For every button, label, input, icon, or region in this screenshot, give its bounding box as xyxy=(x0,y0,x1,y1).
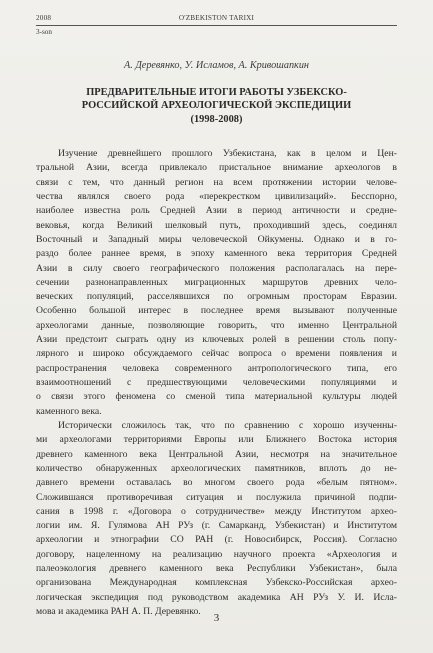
text-line: давнего времени оставалась во многом своего рода «белым пятном». xyxy=(36,477,397,489)
text-line: наиболее известна роль Средней Азии в период античности и средне- xyxy=(36,205,397,217)
header-issue: 3-son xyxy=(36,28,52,36)
text-line: Исторически сложилось так, что по сравнению с хорошо изученны- xyxy=(58,419,397,431)
text-line: количество обнаруженных археологических памятников, вплоть до не- xyxy=(36,462,397,474)
article-title-line: РОССИЙСКОЙ АРХЕОЛОГИЧЕСКОЙ ЭКСПЕДИЦИИ xyxy=(81,100,352,112)
text-line: о связи этого феномена со сменой типа материальной культуры людей xyxy=(36,391,397,403)
article-title xyxy=(56,86,377,126)
page-number: 3 xyxy=(213,612,220,624)
text-line: распространения человека современного антропологического типа, его xyxy=(36,362,397,374)
text-line: логии им. Я. Гулямова АН РУз (г. Самарканд, Узбекистан) и Институтом xyxy=(36,520,397,532)
header-rule xyxy=(36,25,397,26)
text-line: организована Международная комплексная Узбекско-Российская архео- xyxy=(36,577,397,589)
paragraph xyxy=(36,419,397,619)
article-body xyxy=(36,147,397,619)
text-line: вековья, когда Великий шелковый путь, проходивший здесь, соединял xyxy=(36,219,397,231)
text-line: Азии предстоит сыграть одну из ключевых ролей в решении столь попу- xyxy=(36,334,397,346)
text-line: раздо более раннее время, в эпоху каменного века территория Средней xyxy=(36,248,397,260)
text-line: веческих популяций, расселявшихся по огромным просторам Евразии. xyxy=(36,291,397,303)
text-line: связи с тем, что данный регион на всем протяжении истории челове- xyxy=(36,176,397,188)
text-line: Особенно большой интерес в последнее время вызывают полученные xyxy=(36,305,397,317)
text-line: Восточный и Западный миры человеческой Ойкумены. Однако и в го- xyxy=(36,233,397,245)
header-journal-title: O'ZBEKISTON TARIXI xyxy=(178,14,255,22)
text-line: археологии и этнографии СО РАН (г. Новосибирск, Россия). Согласно xyxy=(36,534,397,546)
text-line: Изучение древнейшего прошлого Узбекистана, как в целом и Цен- xyxy=(58,148,397,159)
text-line: древнего каменного века Центральной Азии, несмотря на значительное xyxy=(36,448,397,460)
text-line: логическая экспедиция под руководством академика АН РУз У. И. Исла- xyxy=(36,591,397,603)
text-line: Сложившаяся противоречивая ситуация и послужила причиной подпи- xyxy=(36,491,397,503)
text-line: тральной Азии, всегда привлекало пристальное внимание археологов в xyxy=(36,162,397,174)
article-title-line: (1998-2008) xyxy=(190,113,243,125)
text-line: археологами данные, позволяющие говорить, что именно Центральной xyxy=(36,319,397,331)
text-line: сечении разнонаправленных миграционных маршрутов древних чело- xyxy=(36,276,397,288)
article-title-line: ПРЕДВАРИТЕЛЬНЫЕ ИТОГИ РАБОТЫ УЗБЕКСКО- xyxy=(86,87,347,98)
text-line: чества являлся своего рода «перекрестком цивилизаций». Бесспорно, xyxy=(36,190,397,202)
article-authors: А. Деревянко, У. Исламов, А. Кривошапкин xyxy=(124,60,309,71)
text-line: договору, нацеленному на реализацию научного проекта «Археология и xyxy=(36,548,397,560)
text-line: сания в 1998 г. «Договора о сотрудничестве» между Институтом архео- xyxy=(36,505,397,517)
text-line: каменного века. xyxy=(36,405,102,417)
paragraph xyxy=(36,147,397,419)
text-line: палеоэкология древнего каменного века Республики Узбекистан», была xyxy=(36,563,397,575)
text-line: ми археологами территориями Европы или Ближнего Востока история xyxy=(36,434,397,446)
text-line: Азии в силу своего географического положения располагалась на пере- xyxy=(36,262,397,274)
text-line: лярного и широко обсуждаемого сейчас вопроса о времени появления и xyxy=(36,348,397,360)
header-year: 2008 xyxy=(36,14,52,22)
text-line: мова и академика РАН А. П. Деревянко. xyxy=(36,606,201,617)
text-line: взаимоотношений с предшествующими человеческими популяциями и xyxy=(36,377,397,388)
